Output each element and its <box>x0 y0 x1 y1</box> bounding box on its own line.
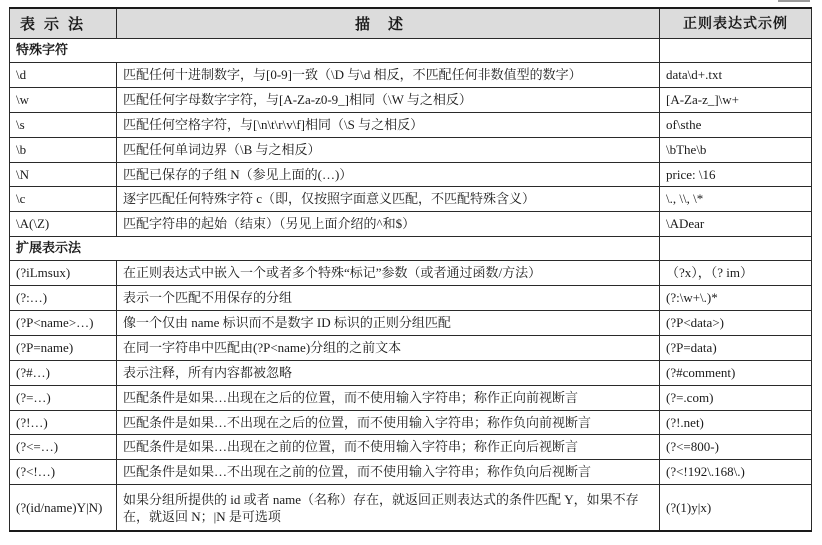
description-cell: 匹配条件是如果…出现在之后的位置，而不使用输入字符串；称作正向前视断言 <box>117 385 660 410</box>
header-syntax: 表示法 <box>10 8 117 39</box>
example-cell: (?(1)y|x) <box>660 485 812 532</box>
example-cell: (?P<data>) <box>660 311 812 336</box>
description-cell: 在正则表达式中嵌入一个或者多个特殊“标记”参数（或者通过函数/方法） <box>117 261 660 286</box>
syntax-cell: (?iLmsux) <box>10 261 117 286</box>
table-row <box>10 485 812 532</box>
section-title-special: 特殊字符 <box>10 39 660 63</box>
section-title-extended: 扩展表示法 <box>10 237 660 261</box>
description-cell: 匹配任何十进制数字，与[0-9]一致（\D 与\d 相反，不匹配任何非数值型的数字） <box>117 63 660 88</box>
description-cell: 匹配条件是如果…不出现在之后的位置，而不使用输入字符串；称作负向前视断言 <box>117 410 660 435</box>
example-cell: （?x），（? im） <box>660 261 812 286</box>
syntax-cell: \c <box>10 187 117 212</box>
regex-syntax-table <box>9 7 812 532</box>
table-row <box>10 435 812 460</box>
example-cell: (?<!192\.168\.) <box>660 460 812 485</box>
header-description: 描述 <box>117 8 660 39</box>
description-cell: 匹配任何字母数字字符，与[A-Za-z0-9_]相同（\W 与之相反） <box>117 87 660 112</box>
description-cell: 匹配字符串的起始（结束）（另见上面介绍的^和$） <box>117 212 660 237</box>
syntax-cell: \b <box>10 137 117 162</box>
syntax-cell: (?P=name) <box>10 335 117 360</box>
description-cell: 匹配条件是如果…不出现在之前的位置，而不使用输入字符串；称作负向后视断言 <box>117 460 660 485</box>
table-row <box>10 162 812 187</box>
example-cell: (?!.net) <box>660 410 812 435</box>
description-cell: 匹配任何单词边界（\B 与之相反） <box>117 137 660 162</box>
example-cell: (?P=data) <box>660 335 812 360</box>
description-cell: 表示注释，所有内容都被忽略 <box>117 360 660 385</box>
example-cell: data\d+.txt <box>660 63 812 88</box>
example-cell: \ADear <box>660 212 812 237</box>
example-cell: of\sthe <box>660 112 812 137</box>
page-top-edge <box>0 0 822 2</box>
description-cell: 像一个仅由 name 标识而不是数字 ID 标识的正则分组匹配 <box>117 311 660 336</box>
syntax-cell: (?#…) <box>10 360 117 385</box>
section-row-special <box>10 39 812 63</box>
table-row <box>10 261 812 286</box>
description-cell: 逐字匹配任何特殊字符 c（即，仅按照字面意义匹配，不匹配特殊含义） <box>117 187 660 212</box>
table-row <box>10 286 812 311</box>
description-cell: 匹配已保存的子组 N（参见上面的(…)） <box>117 162 660 187</box>
table-row <box>10 112 812 137</box>
example-cell: (?=.com) <box>660 385 812 410</box>
example-cell: \., \\, \* <box>660 187 812 212</box>
header-example: 正则表达式示例 <box>660 8 812 39</box>
syntax-cell: (?!…) <box>10 410 117 435</box>
page-number-mark <box>778 0 810 2</box>
example-cell: \bThe\b <box>660 137 812 162</box>
description-cell: 在同一字符串中匹配由(?P<name)分组的之前文本 <box>117 335 660 360</box>
description-cell: 匹配任何空格字符，与[\n\t\r\v\f]相同（\S 与之相反） <box>117 112 660 137</box>
section-cell-empty <box>660 39 812 63</box>
example-cell: (?<=800-) <box>660 435 812 460</box>
table-row <box>10 335 812 360</box>
syntax-cell: \A(\Z) <box>10 212 117 237</box>
syntax-cell: \s <box>10 112 117 137</box>
table-row <box>10 212 812 237</box>
syntax-cell: \d <box>10 63 117 88</box>
syntax-cell: (?:…) <box>10 286 117 311</box>
syntax-cell: (?(id/name)Y|N) <box>10 485 117 532</box>
syntax-cell: (?<=…) <box>10 435 117 460</box>
table-row <box>10 87 812 112</box>
example-cell: [A-Za-z_]\w+ <box>660 87 812 112</box>
table-row <box>10 360 812 385</box>
table-header-row <box>10 8 812 39</box>
table-row <box>10 385 812 410</box>
example-cell: (?:\w+\.)* <box>660 286 812 311</box>
syntax-cell: \N <box>10 162 117 187</box>
table-row <box>10 311 812 336</box>
table-row <box>10 63 812 88</box>
description-cell: 表示一个匹配不用保存的分组 <box>117 286 660 311</box>
syntax-cell: \w <box>10 87 117 112</box>
table-row <box>10 460 812 485</box>
example-cell: price: \16 <box>660 162 812 187</box>
example-cell: (?#comment) <box>660 360 812 385</box>
syntax-cell: (?=…) <box>10 385 117 410</box>
section-row-extended <box>10 237 812 261</box>
syntax-cell: (?P<name>…) <box>10 311 117 336</box>
syntax-cell: (?<!…) <box>10 460 117 485</box>
table-row <box>10 137 812 162</box>
description-cell: 如果分组所提供的 id 或者 name（名称）存在，就返回正则表达式的条件匹配 Y，如果不存在，就返回 N；|N 是可选项 <box>117 485 660 532</box>
description-cell: 匹配条件是如果…出现在之前的位置，而不使用输入字符串；称作正向后视断言 <box>117 435 660 460</box>
section-cell-empty <box>660 237 812 261</box>
table-row <box>10 410 812 435</box>
table-row <box>10 187 812 212</box>
